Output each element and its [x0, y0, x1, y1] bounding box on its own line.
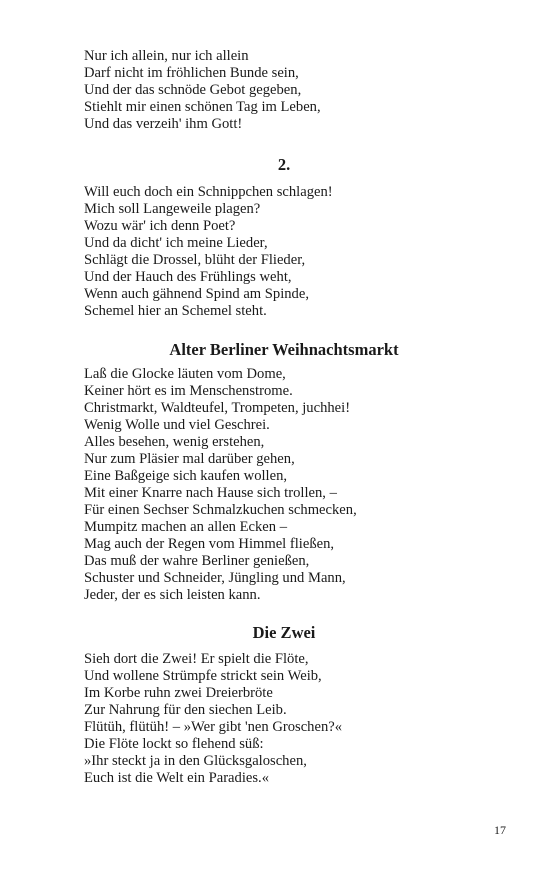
verse-line: Die Flöte lockt so flehend süß: — [84, 736, 264, 752]
verse-line: Schuster und Schneider, Jüngling und Mann, — [84, 570, 346, 586]
verse-line: Laß die Glocke läuten vom Dome, — [84, 366, 286, 382]
verse-line: Alles besehen, wenig erstehen, — [84, 434, 265, 450]
poem-stanza — [84, 366, 484, 604]
verse-line: Mich soll Langeweile plagen? — [84, 201, 261, 217]
verse-line: Sieh dort die Zwei! Er spielt die Flöte, — [84, 651, 309, 667]
verse-line: Jeder, der es sich leisten kann. — [84, 587, 261, 603]
poem-stanza — [84, 184, 484, 320]
verse-line: Zur Nahrung für den siechen Leib. — [84, 702, 287, 718]
verse-line: Euch ist die Welt ein Paradies.« — [84, 770, 269, 786]
verse-line: Stiehlt mir einen schönen Tag im Leben, — [84, 99, 321, 115]
section-heading: 2. — [277, 155, 291, 174]
verse-line: Das muß der wahre Berliner genießen, — [84, 553, 310, 569]
poem-title: Die Zwei — [252, 623, 316, 642]
verse-line: Nur zum Pläsier mal darüber gehen, — [84, 451, 295, 467]
verse-line: Flütüh, flütüh! – »Wer gibt 'nen Groschen?« — [84, 719, 343, 735]
verse-line: Darf nicht im fröhlichen Bunde sein, — [84, 65, 299, 81]
poem-stanza — [84, 48, 484, 133]
page-number: 17 — [494, 823, 506, 837]
verse-line: Und wollene Strümpfe strickt sein Weib, — [84, 668, 322, 684]
verse-line: Schlägt die Drossel, blüht der Flieder, — [84, 252, 306, 268]
verse-line: Im Korbe ruhn zwei Dreierbröte — [84, 685, 273, 701]
verse-line: Mag auch der Regen vom Himmel fließen, — [84, 536, 335, 552]
verse-line: Und der Hauch des Frühlings weht, — [84, 269, 292, 285]
verse-line: Wenn auch gähnend Spind am Spinde, — [84, 286, 309, 302]
verse-line: Eine Baßgeige sich kaufen wollen, — [84, 468, 288, 484]
verse-line: »Ihr steckt ja in den Glücksgaloschen, — [84, 753, 307, 769]
verse-line: Will euch doch ein Schnippchen schlagen! — [84, 184, 333, 200]
poem-stanza — [84, 651, 484, 787]
verse-line: Christmarkt, Waldteufel, Trompeten, juchhei! — [84, 400, 351, 416]
verse-line: Keiner hört es im Menschenstrome. — [84, 383, 293, 399]
verse-line: Und da dicht' ich meine Lieder, — [84, 235, 268, 251]
verse-line: Wenig Wolle und viel Geschrei. — [84, 417, 270, 433]
poem-title: Alter Berliner Weihnachtsmarkt — [169, 340, 399, 359]
page-body — [84, 48, 484, 787]
verse-line: Und der das schnöde Gebot gegeben, — [84, 82, 302, 98]
verse-line: Nur ich allein, nur ich allein — [84, 48, 249, 64]
verse-line: Schemel hier an Schemel steht. — [84, 303, 267, 319]
verse-line: Für einen Sechser Schmalzkuchen schmecken, — [84, 502, 357, 518]
verse-line: Mumpitz machen an allen Ecken – — [84, 519, 288, 535]
verse-line: Und das verzeih' ihm Gott! — [84, 116, 243, 132]
verse-line: Wozu wär' ich denn Poet? — [84, 218, 236, 234]
verse-line: Mit einer Knarre nach Hause sich trollen, – — [84, 485, 337, 501]
